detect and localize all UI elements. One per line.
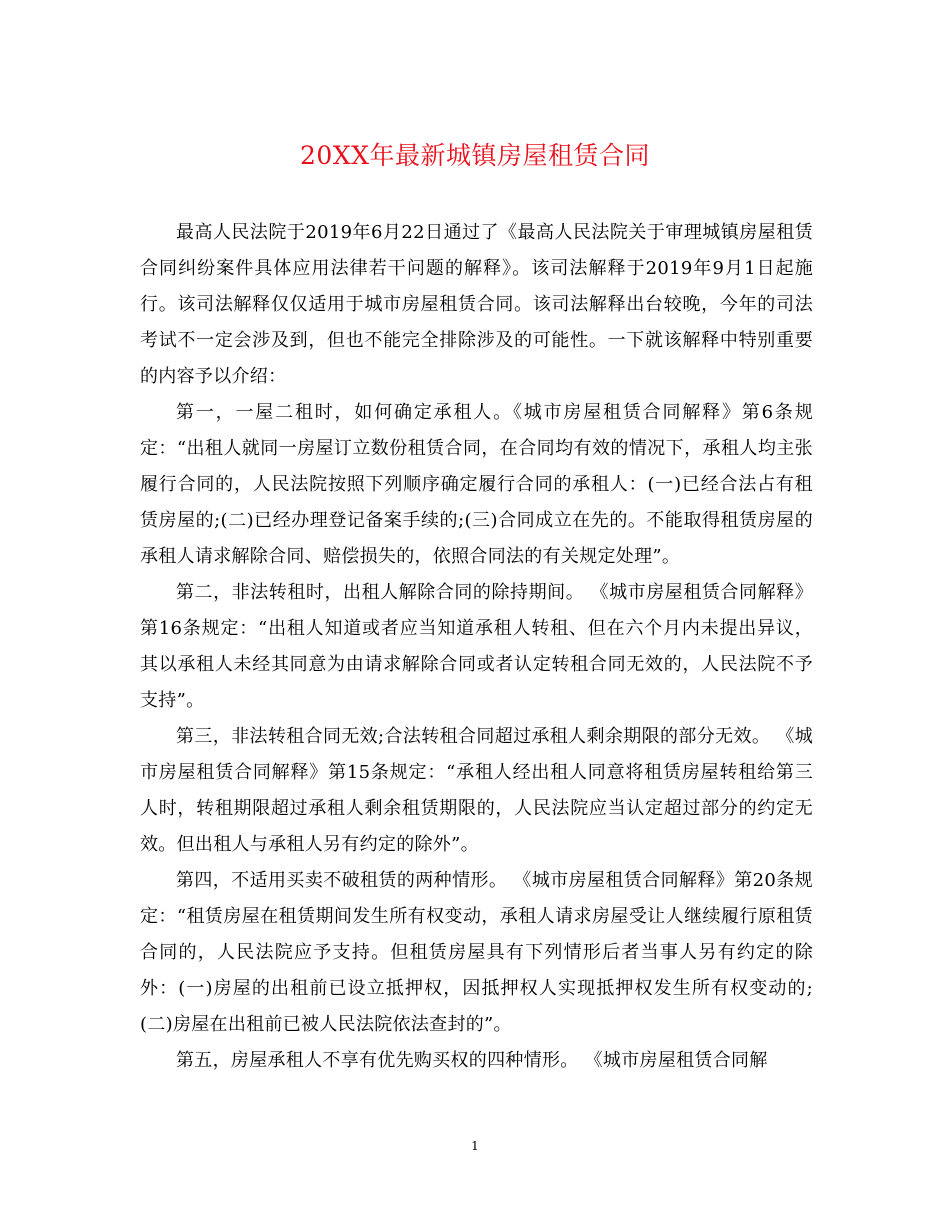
document-title: 20XX年最新城镇房屋租赁合同 — [300, 141, 650, 170]
page-number: 1 — [471, 1139, 479, 1153]
document-body — [140, 215, 813, 1079]
paragraph-second: 第二，非法转租时，出租人解除合同的除持期间。 《城市房屋租赁合同解释》第16条规定：“出租人知道或者应当知道承租人转租、但在六个月内未提出异议，其以承租人未经其同意为由请求解除合同或者认定转租合同无效的，人民法院不予支持”。 — [140, 582, 813, 711]
paragraph-first: 第一，一屋二租时，如何确定承租人。《城市房屋租赁合同解释》第6条规定：“出租人就同一房屋订立数份租赁合同，在合同均有效的情况下，承租人均主张履行合同的，人民法院按照下列顺序确定履行合同的承租人：(一)已经合法占有租赁房屋的;(二)已经办理登记备案手续的;(三)合同成立在先的。不能取得租赁房屋的承租人请求解除合同、赔偿损失的，依照合同法的有关规定处理”。 — [140, 402, 813, 567]
paragraph-fourth: 第四，不适用买卖不破租赁的两种情形。 《城市房屋租赁合同解释》第20条规定：“租赁房屋在租赁期间发生所有权变动，承租人请求房屋受让人继续履行原租赁合同的，人民法院应予支持。但租赁房屋具有下列情形后者当事人另有约定的除外：(一)房屋的出租前已设立抵押权，因抵押权人实现抵押权发生所有权变动的;(二)房屋在出租前已被人民法院依法查封的”。 — [140, 870, 813, 1035]
paragraph-fifth: 第五，房屋承租人不享有优先购买权的四种情形。 《城市房屋租赁合同解 — [176, 1050, 768, 1071]
paragraph-third: 第三，非法转租合同无效;合法转租合同超过承租人剩余期限的部分无效。 《城市房屋租赁合同解释》第15条规定：“承租人经出租人同意将租赁房屋转租给第三人时，转租期限超过承租人剩余租赁期限的，人民法院应当认定超过部分的约定无效。但出租人与承租人另有约定的除外”。 — [140, 726, 813, 855]
paragraph-intro: 最高人民法院于2019年6月22日通过了《最高人民法院关于审理城镇房屋租赁合同纠纷案件具体应用法律若干问题的解释》。该司法解释于2019年9月1日起施行。该司法解释仅仅适用于城市房屋租赁合同。该司法解释出台较晚，今年的司法考试不一定会涉及到，但也不能完全排除涉及的可能性。一下就该解释中特别重要的内容予以介绍： — [140, 222, 813, 387]
